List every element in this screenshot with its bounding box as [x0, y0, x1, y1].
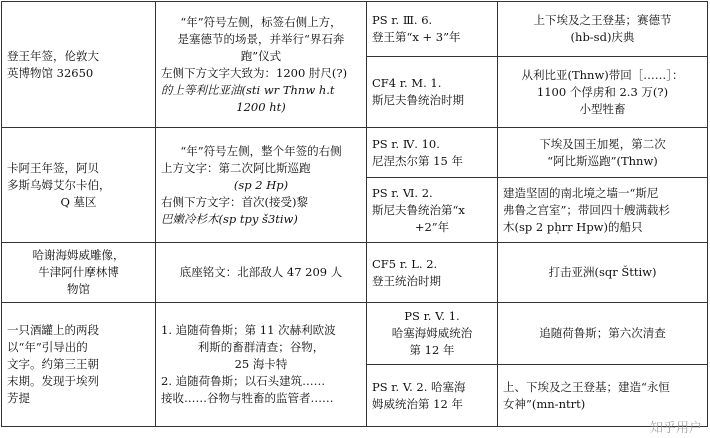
annal-event-cell: 上下埃及之王登基；赛德节 (hb-sd)庆典: [498, 2, 708, 57]
watermark: 知乎用户: [649, 421, 702, 436]
inscription-cell: 1. 追随荷鲁斯；第 11 次赫利欧波 利斯的畜群清查；谷物， 25 海卡特 2. 追随荷鲁斯；以石头建筑…… 接收……谷物与牲畜的监管者……: [156, 303, 367, 427]
inscription-cell: “年”符号左侧，标签右侧上方， 是塞德节的场景，并举行“界石奔 跑”仪式 左侧下方文字大致为：1200 肘尺(?) 的上等利比亚油(sti wr Thnw h.t 1200 ht): [156, 2, 367, 128]
table-row: [2, 128, 708, 178]
annal-date-cell: PS r. Ⅵ. 2. 斯尼夫鲁统治第“x +2”年: [367, 178, 498, 243]
monument-cell: 一只酒罐上的两段 以“年”引导出的 文字。约第三王朝 末期。发现于埃列 芳提: [2, 303, 156, 427]
monument-cell: 卡阿王年签，阿贝 多斯乌姆艾尔卡伯， Q 墓区: [2, 128, 156, 243]
annal-date-cell: CF4 r. M. 1. 斯尼夫鲁统治时期: [367, 57, 498, 128]
annal-date-cell: PS r. V. 1. 哈塞海姆威统治 第 12 年: [367, 303, 498, 365]
table-row: [2, 2, 708, 57]
monument-cell: 登王年签，伦敦大 英博物馆 32650: [2, 2, 156, 128]
annal-date-cell: PS r. V. 2. 哈塞海 姆威统治第 12 年: [367, 365, 498, 427]
annal-event-cell: 追随荷鲁斯；第六次清查: [498, 303, 708, 365]
monument-cell: 哈谢海姆威雕像， 牛津阿什摩林博 物馆: [2, 243, 156, 303]
annal-event-cell: 从利比亚(Thnw)带回［……］： 1100 个俘虏和 2.3 万(?) 小型牲畜: [498, 57, 708, 128]
annal-date-cell: PS r. Ⅳ. 10. 尼涅杰尔第 15 年: [367, 128, 498, 178]
annal-date-cell: CF5 r. L. 2. 登王统治时期: [367, 243, 498, 303]
table-row: [2, 303, 708, 365]
annal-event-cell: 下埃及国王加冕，第二次 “阿比斯巡跑”(Thnw): [498, 128, 708, 178]
inscription-cell: “年”符号左侧，整个年签的右侧 上方文字：第二次阿比斯巡跑 (sp 2 Hp) 右侧下方文字：首次(接受)黎 巴嫩冷杉木(sp tpy š3tiw): [156, 128, 367, 243]
comparison-table: [1, 1, 708, 427]
annal-date-cell: PS r. Ⅲ. 6. 登王第“x + 3”年: [367, 2, 498, 57]
annal-event-cell: 打击亚洲(sqr Šttiw): [498, 243, 708, 303]
table-row: [2, 243, 708, 303]
inscription-cell: 底座铭文：北部敌人 47 209 人: [156, 243, 367, 303]
annal-event-cell: 建造坚固的南北境之墙一“斯尼 弗鲁之宫室”；带回四十艘满载杉 木(sp 2 pḥrr Hpw)的船只: [498, 178, 708, 243]
annal-event-cell: 上、下埃及之王登基；建造“永恒 女神”(mn-ntrt): [498, 365, 708, 427]
